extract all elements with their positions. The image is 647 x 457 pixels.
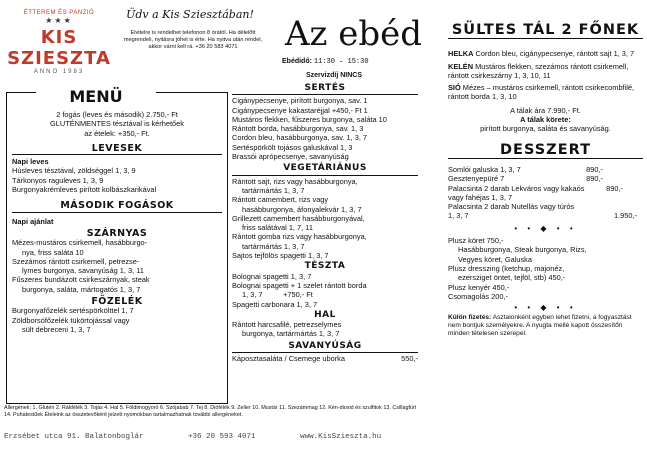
soup-item: Húsleves tésztával, zöldséggel 1, 3, 9	[12, 166, 136, 176]
soups-heading: LEVESEK	[91, 142, 143, 154]
soup-item: Tárkonyos raguleves 1, 3, 9	[12, 175, 104, 185]
restaurant-logo	[4, 4, 114, 100]
dessert-price: 890,-	[586, 174, 603, 184]
poultry-line: Szezámos rántott csirkemell, petrezse-	[12, 256, 140, 266]
vegetarian-rule	[232, 175, 418, 176]
pasta-heading: TÉSZTA	[304, 261, 346, 272]
vegetarian-line: friss salátával 1, 7, 11	[242, 223, 313, 233]
fish-line: burgonya, tartármártás 1, 3, 7	[242, 329, 340, 339]
pork-item: Cordon bleu, hasábburgonya, sav. 1, 3, 7	[232, 133, 368, 143]
pork-rule	[232, 94, 418, 95]
dessert-name: Gesztenyepüré 7	[448, 174, 505, 184]
platter-item	[448, 49, 643, 58]
pasta-line: Bolognai spagetti + 1 szelet rántott borda	[232, 280, 367, 290]
dessert-item	[448, 184, 643, 203]
phone-number: +36 20 593 4071	[188, 433, 256, 441]
soups-rule	[12, 154, 222, 155]
platter-desc: Cordon bleu, cigánypecsenye, rántott sajt 1, 3, 7	[475, 49, 635, 59]
service-charge: Szervizdíj NINCS	[306, 72, 363, 79]
website: www.KisSzieszta.hu	[300, 433, 382, 441]
poultry-line: lymes burgonya, savanyúság 1, 3, 11	[22, 266, 144, 276]
address: Erzsébet utca 91. Balatonboglár	[4, 433, 144, 441]
lunch-time-value: 11:30 – 15:30	[313, 58, 369, 66]
vegetable-dish-heading: FŐZELÉK	[91, 296, 143, 308]
vegetarian-heading: VEGETÁRIÁNUS	[283, 163, 367, 174]
dessert-name: Palacsinta 2 darab Nutellás vagy túrós 1, 3, 7	[448, 202, 575, 221]
fish-heading: HAL	[314, 309, 336, 320]
lunch-time	[282, 58, 369, 66]
takeaway-notice: Elvitelre is rendelhet telefonon 8 órától. Ha délelőtt megrendeli, nyitásra jöhet is érte. Ha nyitva után rendel, akkor várni kell rá. +36 20 583 4071	[123, 30, 263, 50]
divider-ornament: • • ◆ • •	[514, 303, 577, 313]
pasta-line: Bolognai spagetti 1, 3, 7	[232, 271, 312, 281]
pasta-line: 1, 3, 7 +750,- Ft	[242, 290, 313, 300]
pork-item: Brassói aprópecsenye, savanyúság	[232, 152, 349, 162]
dessert-item	[448, 165, 643, 174]
platter-item	[448, 62, 643, 81]
pork-item: Sertéspörkölt tojásos galuskával 1, 3	[232, 142, 353, 152]
menu-heading: MENÜ	[36, 87, 156, 106]
divider-ornament: • • ◆ • •	[514, 223, 577, 233]
dessert-rule	[448, 158, 643, 159]
extra-line: Plusz köret 750,-	[448, 236, 504, 246]
extra-line: Hasábburgonya, Steak burgonya, Rizs,	[458, 245, 587, 255]
vegetable-dish-line: sült debreceni 1, 3, 7	[22, 324, 91, 334]
dessert-heading: DESSZERT	[500, 141, 591, 158]
platter-desc: Mustáros flekken, szezámos rántott csirkemell, rántott csirkeszárny 1, 3, 10, 11	[448, 61, 629, 80]
pork-heading: SERTÉS	[304, 83, 346, 93]
logo-year: ANNO 1983	[33, 69, 85, 75]
platter-side-heading: A tálak körete:	[520, 115, 571, 125]
extra-line: ezersziget öntet, tejföl, stb) 450,-	[458, 273, 566, 283]
extra-line: Plusz dresszing (ketchup, majonéz,	[448, 263, 565, 273]
dessert-price: 890,-	[606, 183, 623, 193]
logo-name: KIS SZIESZTA	[7, 27, 111, 69]
poultry-line: nya, friss saláta 10	[22, 247, 84, 257]
payment-note	[448, 314, 643, 338]
mains-heading: MÁSODIK FOGÁSOK	[60, 200, 174, 212]
platter-rule	[448, 38, 643, 39]
pickles-item: Káposztasaláta / Csemege uborka	[232, 354, 345, 364]
allergen-legend: Allergének: 1. Glutén 2. Rákfélék 3. Tojás 4. Hal 5. Földimogyoró 6. Szójabab 7. Tej 8. Diófélék 9. Zeller 10. Mustár 11. Szezámmag 12. Kén-dioxid és szulfitok 13. Csillagfürt 14. Puhatestűek Ételeink az összetevőként jelzett nyomokban tartalmazhatnak további allergéneket.	[4, 405, 417, 418]
menu-price-line: 2 fogás (leves és második) 2.750,- Ft	[56, 110, 178, 119]
pickles-rule	[232, 352, 418, 353]
extra-line: Plusz kenyér 450,-	[448, 282, 510, 292]
contact-footer	[4, 433, 644, 441]
platter-heading: SÜLTES TÁL 2 FŐNEK	[451, 22, 640, 38]
vegetable-dish-line: Burgonyafőzelék sertéspörkölttel 1, 7	[12, 306, 134, 316]
poultry-line: burgonya, saláta, mártogatós 1, 3, 7	[22, 284, 141, 294]
logo-stars: ★★★	[45, 16, 73, 25]
poultry-line: Fűszeres bundázott csirkeszárnyak, steak	[12, 275, 150, 285]
vegetarian-line: Grillezett camembert hasábburgonyával,	[232, 213, 365, 223]
lunch-time-label: Ebédidő:	[282, 58, 312, 65]
pork-item: Rántott borda, hasábburgonya, sav. 1, 3	[232, 124, 364, 134]
fish-line: Rántott harcsafilé, petrezselymes	[232, 320, 342, 330]
menu-content	[12, 110, 222, 334]
platter-desc: Mézes – mustáros csirkemell, rántott csirkecombfilé, rántott borda 1, 3, 10	[448, 83, 635, 102]
payment-note-text: Asztalonként egyben lehet fizetni, a fogyasztást nem bontjuk személyekre. A nyugta mellé kapott összesítőn minden tételesen szerepel.	[448, 314, 632, 338]
poultry-heading: SZÁRNYAS	[86, 227, 148, 239]
mains-rule	[12, 212, 222, 213]
gluten-free-line-1: GLUTÉNMENTES tésztával is kérhetőek	[50, 119, 184, 129]
right-column	[448, 0, 643, 338]
middle-column	[232, 84, 418, 363]
dessert-price: 890,-	[586, 164, 603, 174]
platter-name: KELÉN	[448, 61, 474, 71]
pickles-heading: SAVANYÚSÁG	[288, 340, 362, 351]
pork-item: Cigánypecsenye, pirított burgonya, sav. 1	[232, 96, 368, 106]
soups-subheading: Napi leves	[12, 157, 49, 167]
dessert-item	[448, 202, 643, 221]
soup-item: Burgonyakrémleves pirított kolbászkarikával	[12, 185, 157, 195]
page-title: Az ebéd	[285, 14, 423, 54]
extra-line: Csomagolás 200,-	[448, 291, 508, 301]
logo-arc-text: ÉTTEREM ÉS PANZIÓ	[23, 10, 95, 16]
pork-item: Cigánypecsenye kakastaréjjal +450,- Ft 1	[232, 105, 368, 115]
vegetarian-line: Rántott gomba rizs vagy hasábburgonya,	[232, 232, 367, 242]
platter-price: A tálak ára 7.990,- Ft.	[510, 105, 581, 115]
mains-subheading: Napi ajánlat	[12, 216, 54, 226]
poultry-line: Mézes-mustáros csirkemell, hasábburgo-	[12, 238, 148, 248]
dessert-name: Palacsinta 2 darab Lekváros vagy kakaós vagy fahéjas 1, 3, 7	[448, 183, 585, 202]
vegetarian-line: tartármártás 1, 3, 7	[242, 241, 305, 251]
dessert-price: 1.950,-	[613, 211, 637, 221]
platter-side: pirított burgonya, saláta és savanyúság.	[480, 124, 611, 134]
vegetarian-line: tartármártás 1, 3, 7	[242, 185, 305, 195]
vegetarian-line: Sajtos tejfölös spagetti 1, 3, 7	[232, 251, 329, 261]
gluten-free-line-2: az ételek: +350,- Ft.	[84, 128, 150, 138]
dessert-item	[448, 174, 643, 183]
pasta-line: Spagetti carbonara 1, 3, 7	[232, 299, 318, 309]
vegetarian-line: hasábburgonya, áfonyalekvár 1, 3, 7	[242, 204, 362, 214]
extra-line: Vegyes köret, Galuska	[458, 254, 532, 264]
platter-name: HELKA	[448, 49, 474, 59]
pickles-row	[232, 354, 418, 363]
welcome-text: Üdv a Kis Sziesztában!	[126, 8, 254, 21]
pork-item: Mustáros flekken, fűszeres burgonya, saláta 10	[232, 114, 387, 124]
vegetable-dish-line: Zöldborsófőzelék tükörtojással vagy	[12, 315, 130, 325]
vegetarian-line: Rántott camembert, rizs vagy	[232, 195, 329, 205]
vegetarian-line: Rántott sajt, rizs vagy hasábburgonya,	[232, 176, 358, 186]
payment-note-label: Külön fizetés:	[448, 314, 492, 322]
dessert-name: Somlói galuska 1, 3, 7	[448, 164, 521, 174]
platter-item	[448, 83, 643, 102]
platter-name: SIÓ	[448, 83, 461, 93]
pickles-price: 550,-	[401, 354, 418, 364]
